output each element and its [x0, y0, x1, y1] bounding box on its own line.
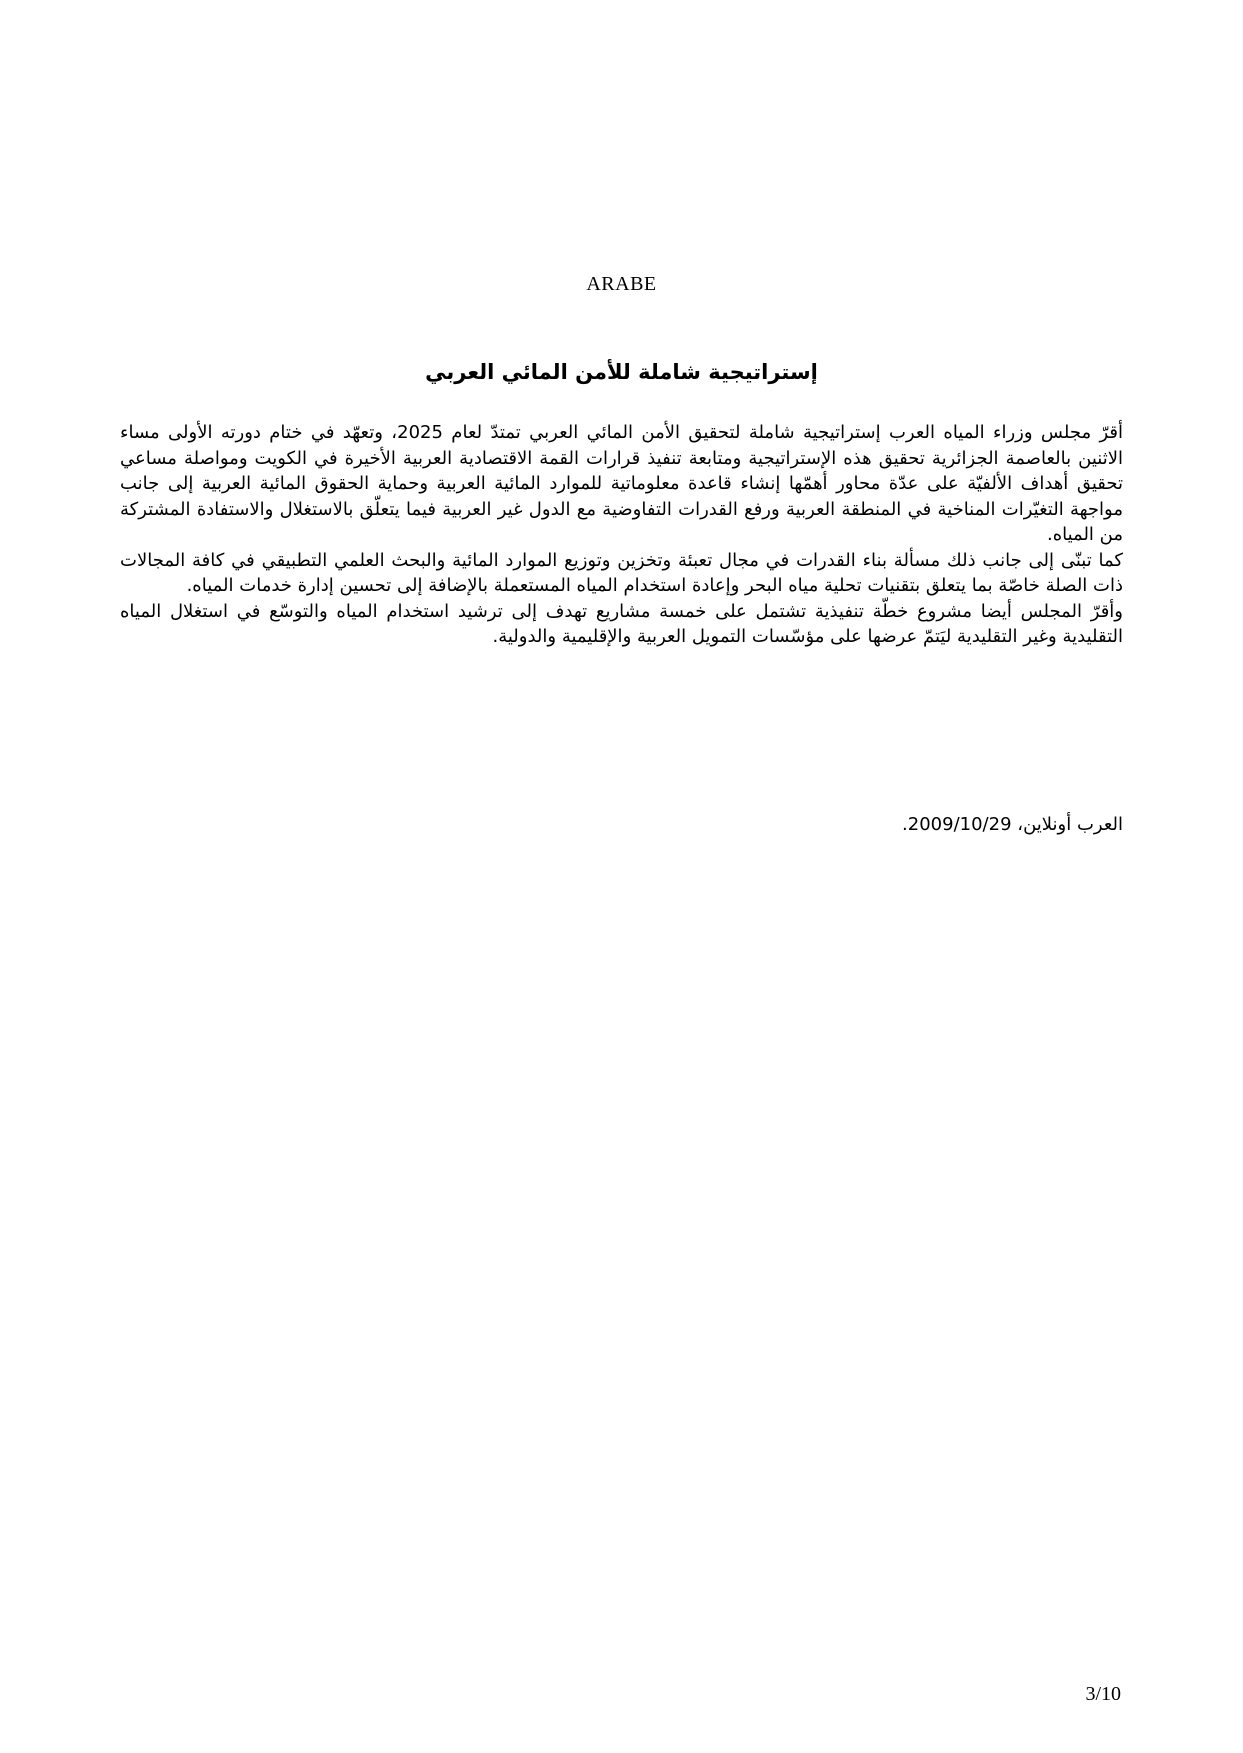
article-body — [120, 420, 1123, 650]
language-label: ARABE — [586, 273, 657, 295]
article-title: إستراتيجية شاملة للأمن المائي العربي — [425, 360, 818, 384]
paragraph: أقرّ مجلس وزراء المياه العرب إستراتيجية شاملة لتحقيق الأمن المائي العربي تمتدّ لعام 2025، وتعهّد في ختام دورته الأولى مساء الاثنين بالعاصمة الجزائرية تحقيق هذه الإستراتيجية ومتابعة تنفيذ قرارات القمة الاقتصادية العربية الأخيرة في الكويت ومواصلة مساعي تحقيق أهداف الألفيّة على عدّة محاور أهمّها إنشاء قاعدة معلوماتية للموارد المائية العربية وحماية الحقوق المائية العربية إلى جانب مواجهة التغيّرات المناخية في المنطقة العربية ورفع القدرات التفاوضية مع الدول غير العربية فيما يتعلّق بالاستغلال والاستفادة المشتركة من المياه. — [120, 422, 1123, 545]
paragraph: كما تبنّى إلى جانب ذلك مسألة بناء القدرات في مجال تعبئة وتخزين وتوزيع الموارد المائية والبحث العلمي التطبيقي في كافة المجالات ذات الصلة خاصّة بما يتعلق بتقنيات تحلية مياه البحر وإعادة استخدام المياه المستعملة بالإضافة إلى تحسين إدارة خدمات المياه. — [120, 549, 1123, 596]
source-citation: العرب أونلاين، 2009/10/29. — [902, 814, 1123, 835]
paragraph: وأقرّ المجلس أيضا مشروع خطّة تنفيذية تشتمل على خمسة مشاريع تهدف إلى ترشيد استخدام المياه والتوسّع في استغلال المياه التقليدية وغير التقليدية ليَتمّ عرضها على مؤسّسات التمويل العربية والإقليمية والدولية. — [120, 600, 1123, 647]
page-number: 3/10 — [1085, 1683, 1121, 1705]
